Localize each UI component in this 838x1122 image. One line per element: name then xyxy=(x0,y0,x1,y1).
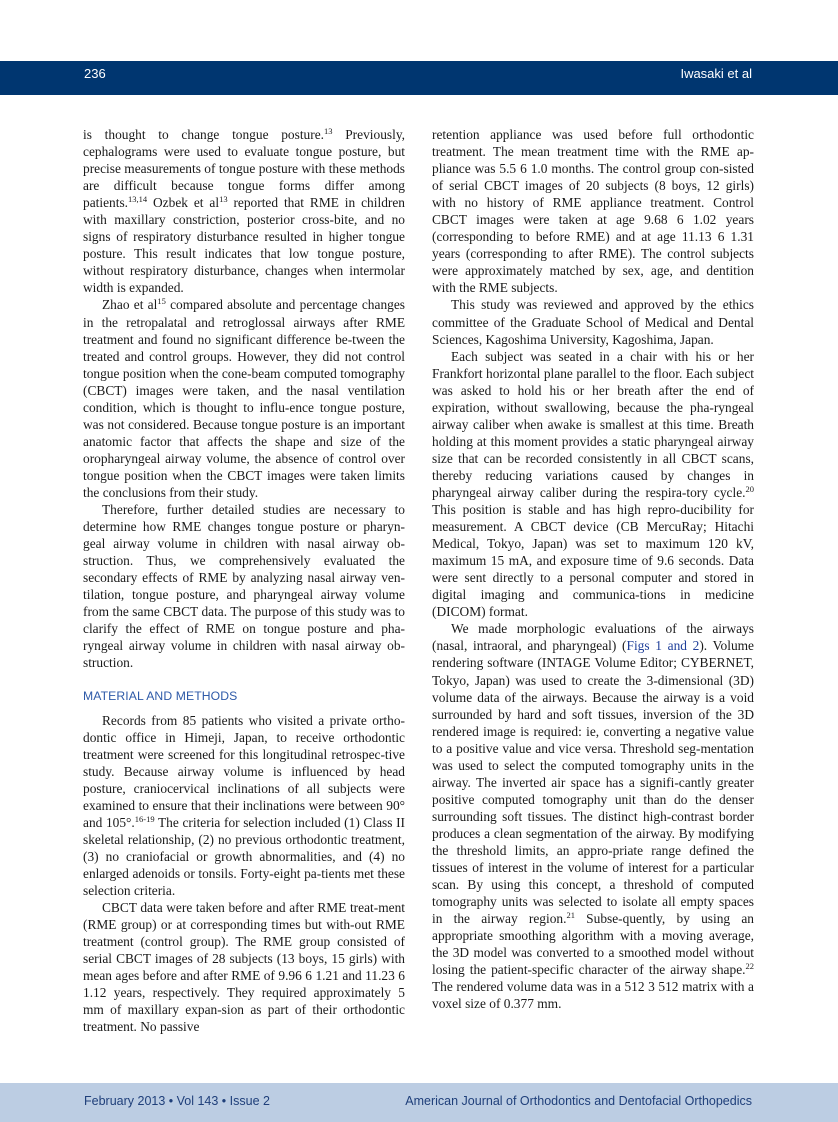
page-footer-bar xyxy=(0,1083,838,1122)
journal-name: American Journal of Orthodontics and Dentofacial Orthopedics xyxy=(405,1094,752,1108)
citation-ref[interactable]: 22 xyxy=(745,961,754,972)
paragraph: is thought to change tongue posture.$^{13}$ Previously, cephalograms were used to evaluate tongue posture, but precise measurements of tongue posture with these methods are difficult because tongue forms differ among patients.$^{13,14}$ Ozbek et $al^{13}$ reported that RME in children with maxillary constriction, posterior cross-bite, and no signs of respiratory disturbance resulted in higher tongue posture. This result indicates that low tongue posture, without respiratory disturbance, changes when intermolar width is expanded. xyxy=(83,126,405,296)
right-column xyxy=(432,126,754,1012)
paragraph: Records from 85 patients who visited a private ortho-dontic office in Himeji, Japan, to receive orthodontic treatment were screened for this longitudinal retrospec-tive study. Because airway volume is influenced by head posture, craniocervical inclinations of all subjects were examined to ensure that their inclinations were between 90° and 105°.$^{16-19}$ The criteria for selection included (1) Class II skeletal relationship, (2) no previous orthodontic treatment, (3) no craniofacial or growth abnormalities, and (4) no enlarged adenoids or tonsils. Forty-eight pa-tients met these selection criteria. xyxy=(83,712,405,899)
running-head-authors: Iwasaki et al xyxy=(680,66,752,81)
section-heading-methods: MATERIAL AND METHODS xyxy=(83,688,238,703)
citation-ref[interactable]: 13,14 xyxy=(128,194,148,205)
citation-ref[interactable]: 20 xyxy=(745,483,754,494)
citation-ref[interactable]: 13 xyxy=(324,126,333,136)
page-header-bar xyxy=(0,61,838,95)
paragraph: retention appliance was used before full orthodontic treatment. The mean treatment time with the RME ap-pliance was 5.5 6 1.0 months. The control group con-sisted of serial CBCT images of 20 subjects (8 boys, 12 girls) with no history of RME appliance treatment. Control CBCT images were taken at age 9.68 6 1.02 years (corresponding to before RME) and at age 11.13 6 1.31 years (corresponding to after RME). The control subjects were approximately matched by sex, age, and dentition with the RME subjects. xyxy=(432,127,754,296)
paragraph: Zhao et $al^{15}$ compared absolute and percentage changes in the retropalatal and retroglossal airways after RME treatment and found no significant difference be-tween the treated and control groups. However, they did not control tongue position when the cone-beam computed tomography (CBCT) images were taken, and the nasal ventilation condition, which is thought to influ-ence tongue posture, was not considered. Because tongue posture is an important anatomic factor that affects the shape and size of the oropharyngeal airway volume, the absence of control over tongue position when the CBCT images were taken limits the conclusions from their study. xyxy=(83,296,405,500)
citation-ref[interactable]: 21 xyxy=(566,910,575,921)
paragraph: Therefore, further detailed studies are necessary to determine how RME changes tongue posture or pharyn-geal airway volume in children with nasal airway ob-struction. Thus, we comprehensively evaluated the secondary effects of RME by analyzing nasal airway ven-tilation, tongue posture, and pharyngeal airway volume from the same CBCT data. The purpose of this study was to clarify the effect of RME on tongue posture and pha-ryngeal airway volume in children with nasal airway ob-struction. xyxy=(83,502,405,671)
paragraph: We made morphologic evaluations of the airways (nasal, intraoral, and pharyngeal) (Figs 1 and 2). Volume rendering software (INTAGE Volume Editor; CYBERNET, Tokyo, Japan) was used to create the 3-dimensional (3D) volume data of the airways. Because the airway is a void surrounded by hard and soft tissues, inversion of the 3D rendered image is required: ie, converting a negative value to a positive value and vice versa. Threshold seg-mentation was used to select the computed tomography units in the airway. The inverted air space has a signifi-cantly greater positive computed tomography unit than do the denser surrounding soft tissues. The distinct high-contrast border produces a clean segmentation of the airway. By modifying the threshold limits, an appro-priate range defined the tissues of interest in the volume of interest for a particular scan. By using this concept, a threshold of computed tomography units was selected to isolate all empty spaces in the airway region.$^{21}$ Subse-quently, by using an appropriate smoothing algorithm with a moving average, the 3D model was converted to a smoothed model without losing the patient-specific character of the airway shape.$^{22}$ The rendered volume data was in a 512 3 512 matrix with a voxel size of 0.377 mm. xyxy=(432,621,755,1012)
citation-ref[interactable]: 16-19 xyxy=(134,813,155,824)
citation-ref[interactable]: 15 xyxy=(157,296,166,307)
paragraph: This study was reviewed and approved by the ethics committee of the Graduate School of Medical and Dental Sciences, Kagoshima University, Kagoshima, Japan. xyxy=(432,297,754,347)
citation-ref[interactable]: 13 xyxy=(219,194,228,205)
left-column xyxy=(83,126,405,1035)
paragraph: Each subject was seated in a chair with his or her Frankfort horizontal plane parallel to the floor. Each subject was asked to hold his or her breath after the end of expiration, without swallowing, because the pha-ryngeal airway caliber when awake is smallest at this time. Breath holding at this moment provides a static pharyngeal airway size that can be recorded consistently in all CBCT scans, thereby reducing variations caused by changes in pharyngeal airway caliber during the respira-tory cycle.$^{20}$ This position is stable and has high repro-ducibility for measurement. A CBCT device (CB MercuRay; Hitachi Medical, Tokyo, Japan) was set to maximum 120 kV, maximum 15 mA, and exposure time of 9.6 seconds. Data were sent directly to a personal computer and stored in digital imaging and communica-tions in medicine (DICOM) format. xyxy=(432,348,754,620)
issue-info: February 2013 • Vol 143 • Issue 2 xyxy=(84,1094,270,1108)
paragraph: CBCT data were taken before and after RME treat-ment (RME group) or at corresponding times but with-out RME treatment (control group). The RME group consisted of serial CBCT images of 28 subjects (13 boys, 15 girls) with mean ages before and after RME of 9.96 6 1.21 and 11.23 6 1.12 years, respectively. They required approximately 5 mm of maxillary expan-sion as part of their orthodontic treatment. No passive xyxy=(83,900,405,1035)
page-number: 236 xyxy=(84,66,106,81)
figure-link[interactable]: Figs 1 and 2 xyxy=(626,638,700,654)
